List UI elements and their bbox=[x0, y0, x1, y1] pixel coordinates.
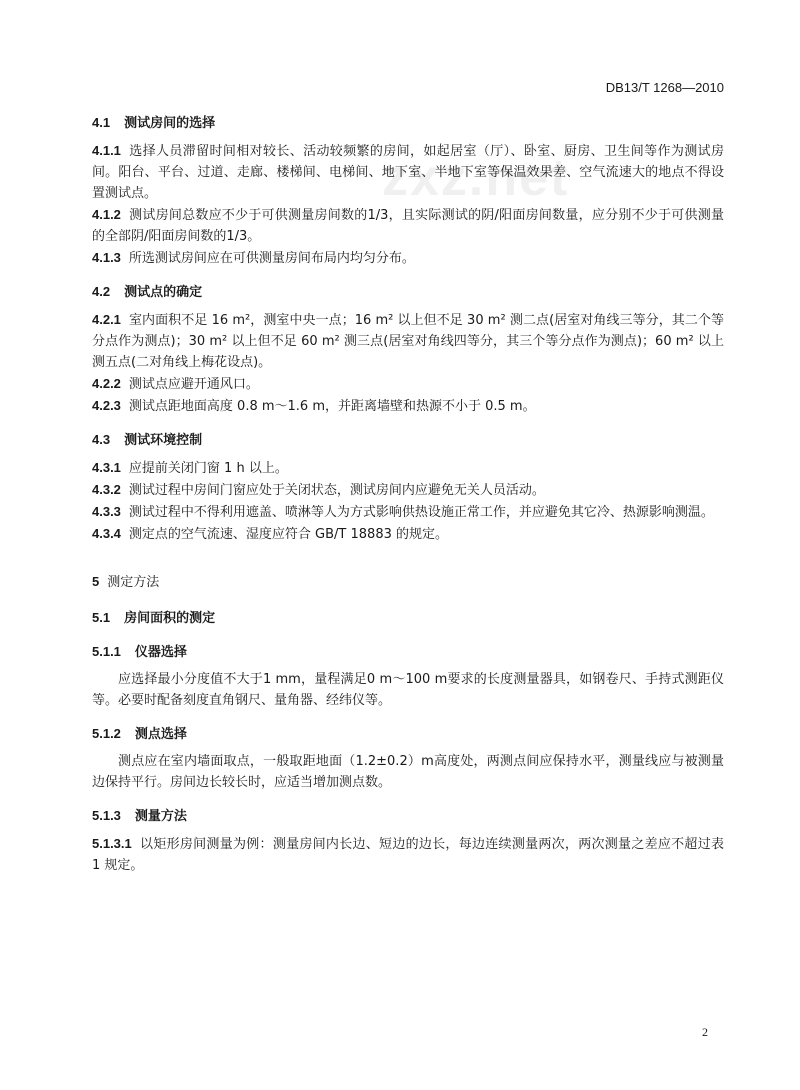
section-heading bbox=[92, 281, 724, 303]
paragraph bbox=[92, 479, 724, 501]
paragraph bbox=[92, 204, 724, 247]
clause-number: 5.1.3 bbox=[92, 808, 121, 823]
clause-text: 测试点的确定 bbox=[124, 285, 203, 300]
clause-number: 4.2.3 bbox=[92, 398, 121, 413]
watermark: zxz.net bbox=[382, 149, 570, 207]
clause-number: 4.2.1 bbox=[92, 312, 121, 327]
clause-number: 4.3.2 bbox=[92, 482, 121, 497]
document-body bbox=[92, 112, 724, 876]
paragraph bbox=[92, 833, 724, 876]
section-heading bbox=[92, 429, 724, 451]
clause-number: 5 bbox=[92, 574, 100, 589]
clause-text: 测试过程中房间门窗应处于关闭状态，测试房间内应避免无关人员活动。 bbox=[128, 483, 545, 498]
clause-number: 4.3.4 bbox=[92, 526, 121, 541]
paragraph bbox=[92, 669, 724, 711]
clause-text: 以矩形房间测量为例：测量房间内长边、短边的边长，每边连续测量两次，两次测量之差应不超过表 1 规定。 bbox=[92, 837, 724, 873]
clause-text: 所选测试房间应在可供测量房间布局内均匀分布。 bbox=[128, 251, 415, 266]
clause-text: 选择人员滞留时间相对较长、活动较频繁的房间，如起居室（厅）、卧室、厨房、卫生间等作为测试房间。阳台、平台、过道、走廊、楼梯间、电梯间、地下室、半地下室等保温效果差、空气流速大的地点不得设置测试点。 bbox=[92, 144, 724, 201]
clause-number: 4.3 bbox=[92, 432, 111, 447]
clause-number: 5.1.1 bbox=[92, 644, 121, 659]
paragraph bbox=[92, 309, 724, 373]
chapter-heading bbox=[92, 571, 724, 593]
paragraph bbox=[92, 457, 724, 479]
clause-text: 测量方法 bbox=[134, 809, 187, 824]
clause-text: 测定点的空气流速、湿度应符合 GB/T 18883 的规定。 bbox=[128, 527, 448, 542]
clause-number: 4.1.1 bbox=[92, 143, 121, 158]
clause-text: 测试房间总数应不少于可供测量房间数的1/3，且实际测试的阴/阳面房间数量，应分别不少于可供测量的全部阴/阳面房间数的1/3。 bbox=[92, 208, 724, 244]
clause-text: 测试点距地面高度 0.8 m～1.6 m，并距离墙壁和热源不小于 0.5 m。 bbox=[128, 399, 536, 414]
clause-text: 应提前关闭门窗 1 h 以上。 bbox=[128, 461, 288, 476]
clause-number: 4.1.3 bbox=[92, 250, 121, 265]
paragraph bbox=[92, 501, 724, 523]
clause-text: 房间面积的测定 bbox=[124, 611, 216, 626]
clause-text: 测试房间的选择 bbox=[124, 116, 216, 131]
clause-text: 测试过程中不得利用遮盖、喷淋等人为方式影响供热设施正常工作，并应避免其它冷、热源影响测温。 bbox=[128, 505, 714, 520]
clause-number: 4.3.1 bbox=[92, 460, 121, 475]
clause-text: 测点选择 bbox=[134, 727, 187, 742]
clause-number: 4.1.2 bbox=[92, 207, 121, 222]
clause-text: 测试环境控制 bbox=[124, 433, 203, 448]
paragraph bbox=[92, 140, 724, 204]
clause-number: 4.1 bbox=[92, 115, 111, 130]
section-heading bbox=[92, 112, 724, 134]
clause-text: 应选择最小分度值不大于1 mm，量程满足0 m～100 m要求的长度测量器具，如钢卷尺、手持式测距仪等。必要时配备刻度直角钢尺、量角器、经纬仪等。 bbox=[92, 672, 724, 708]
clause-number: 4.3.3 bbox=[92, 504, 121, 519]
clause-text: 测试点应避开通风口。 bbox=[128, 377, 259, 392]
clause-number: 5.1.2 bbox=[92, 726, 121, 741]
section-heading bbox=[92, 805, 724, 827]
paragraph bbox=[92, 751, 724, 793]
clause-text: 仪器选择 bbox=[134, 645, 187, 660]
clause-number: 5.1.3.1 bbox=[92, 836, 132, 851]
paragraph bbox=[92, 373, 724, 395]
section-heading bbox=[92, 641, 724, 663]
section-heading bbox=[92, 607, 724, 629]
clause-text: 室内面积不足 16 m²，测室中央一点；16 m² 以上但不足 30 m² 测二点(居室对角线三等分，其二个等分点作为测点)；30 m² 以上但不足 60 m² 测三点(居室对角线四等分，其三个等分点作为测点)；60 m² 以上测五点(二对角线上梅花设点)。 bbox=[92, 313, 724, 370]
clause-number: 4.2.2 bbox=[92, 376, 121, 391]
paragraph bbox=[92, 523, 724, 545]
clause-text: 测点应在室内墙面取点，一般取距地面（1.2±0.2）m高度处，两测点间应保持水平，测量线应与被测量边保持平行。房间边长较长时，应适当增加测点数。 bbox=[92, 754, 724, 790]
paragraph bbox=[92, 247, 724, 269]
clause-number: 5.1 bbox=[92, 610, 111, 625]
section-heading bbox=[92, 723, 724, 745]
paragraph bbox=[92, 395, 724, 417]
standard-code: DB13/T 1268—2010 bbox=[605, 80, 724, 95]
clause-number: 4.2 bbox=[92, 284, 111, 299]
clause-text: 测定方法 bbox=[107, 575, 160, 590]
page-number: 2 bbox=[702, 1025, 708, 1039]
